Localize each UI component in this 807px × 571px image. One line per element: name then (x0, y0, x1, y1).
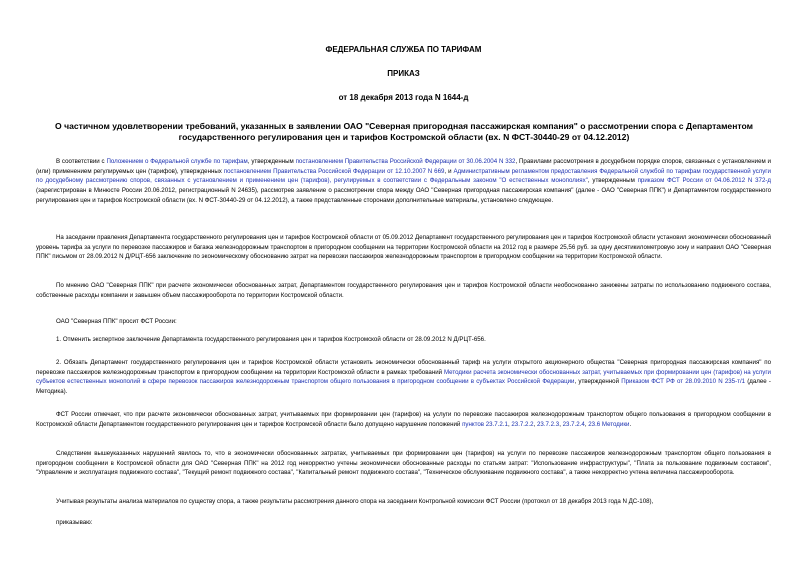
document-link[interactable]: 23.7.2.4 (562, 420, 585, 428)
document-link[interactable]: 23.6 Методики (588, 420, 630, 428)
paragraph-text: , и (444, 167, 454, 175)
paragraph-text: На заседании правления Департамента государственного регулирования цен и тарифов Костромской области от 05.09.2012 Департамент государственного регулирования цен и тарифов Костромской области установил экономически обоснованный уровень тарифа за услуги по перевозке пассажиров и багажа железнодорожным транспортом в пригородном сообщении на территории Костромской области на 2012 год в размере 25,56 руб. за одну десятикилометровую зону и направил ОАО "Северная ППК" письмом от 28.09.2012 N Д/РЦТ-656 заключение по экономическому обоснованию затрат на перевозки пассажиров железнодорожным транспортом в пригородном сообщении на территории Костромской области. (36, 234, 771, 261)
paragraph-text: 2. Обязать Департамент государственного регулирования цен и тарифов Костромской области установить экономически обоснованный тариф на услуги открытого акционерного общества "Северная пригородная пассажирская компания" по перевозке пассажиров железнодорожным транспортом в пригородном сообщении на территории Костромской области в рамках требований (36, 359, 771, 376)
paragraph-request-item-2 (36, 358, 771, 397)
agency-heading: ФЕДЕРАЛЬНАЯ СЛУЖБА ПО ТАРИФАМ (325, 45, 482, 54)
document-link[interactable]: постановлением Правительства Российской Федерации от 30.06.2004 N 332 (295, 158, 516, 165)
paragraph-text: ОАО "Северная ППК" просит ФСТ России: (56, 318, 177, 325)
paragraph-request-intro (36, 317, 771, 327)
paragraph-text: , утвержденным (587, 177, 638, 185)
paragraph-text: приказываю: (56, 519, 93, 526)
document-title: О частичном удовлетворении требований, указанных в заявлении ОАО "Северная пригородная пассажирская компания" о рассмотрении спора с Департаментом государственного регулирования цен и тарифов Костромской области (вх. N ФСТ-30440-29 от 04.12.2012) (55, 121, 753, 142)
paragraph-preamble (36, 157, 771, 206)
paragraph-text: , (507, 420, 512, 428)
paragraph-text: , (559, 420, 563, 428)
paragraph-text: Учитывая результаты анализа материалов по существу спора, а также результаты рассмотрения данного спора на заседании Контрольной комиссии ФСТ России (протокол от 18 декабря 2013 года N ДС-108), (56, 498, 654, 505)
paragraph-request-item-1 (36, 335, 771, 345)
document-date-number: от 18 декабря 2013 года N 1644-д (338, 93, 469, 102)
paragraph-applicant-opinion (36, 281, 771, 300)
paragraph-fst-findings (36, 410, 771, 429)
paragraph-department-decision (36, 233, 771, 262)
document-link[interactable]: Административным регламентом предоставления Федеральной службой по тарифам государственной услуги по досудебному рассмотрению споров, связанных с установлением и применением цен (тарифов), регулируемых в соответствии с Федеральным законом "О естественных монополиях" (36, 167, 771, 185)
paragraph-text: В соответствии с (56, 158, 107, 165)
paragraph-text: (далее - Методика). (36, 378, 771, 396)
paragraph-text: Следствием вышеуказанных нарушений явилось то, что в экономически обоснованных затратах, учитываемых при формировании цен (тарифов) на услуги по перевозке пассажиров железнодорожным транспортом общего пользования в пригородном сообщении в Костромской области для ОАО "Северная ППК" на 2012 год некорректно учтены экономически обоснованные расходы по статьям затрат: "Использование инфраструктуры", "Плата за пользование подвижным составом", "Управление и эксплуатация подвижного состава", "Текущий ремонт подвижного состава", "Капитальный ремонт подвижного состава", "Техническое обслуживание подвижного состава", а также некорректно учтена величина пассажирооборота. (36, 450, 771, 477)
paragraph-text: , (584, 420, 589, 428)
paragraph-text: 1. Отменить экспертное заключение Департамента государственного регулирования цен и тарифов Костромской области от 28.09.2012 N Д/РЦТ-656. (56, 336, 486, 343)
document-link[interactable]: 23.7.2.3 (536, 420, 560, 428)
document-link[interactable]: 23.7.2.2 (511, 420, 534, 428)
paragraph-text: ФСТ России отмечает, что при расчете экономически обоснованных затрат, учитываемых при формировании цен (тарифов) на услуги по перевозке пассажиров железнодорожным транспортом общего пользования в пригородном сообщении в Костромской области Департаментом государственного регулирования цен и тарифов Костромской области было допущено нарушение положений (36, 411, 771, 428)
paragraph-text: (зарегистрирован в Минюсте России 20.06.2012, регистрационный N 24635), рассмотрев заявление о рассмотрении спора между ОАО "Северная пригородная пассажирская компания" (далее - ОАО "Северная ППК") и Департаментом государственного регулирования цен и тарифов Костромской области (вх. N ФСТ-30440-29 от 04.12.2012), а также представленные сторонами дополнительные материалы, установлено следующее. (36, 187, 771, 204)
document-link[interactable]: Методики расчета экономически обоснованных затрат, учитываемых при формировании цен (тарифов) на услуги субъектов естественных монополий в сфере перевозок пассажиров железнодорожным транспортом общего пользования в пригородном сообщении в субъектах Российской Федерации (36, 368, 771, 386)
document-link[interactable]: пунктов 23.7.2.1 (462, 420, 508, 428)
paragraph-order (36, 518, 771, 528)
paragraph-text: По мнению ОАО "Северная ППК" при расчете экономически обоснованных затрат, Департаментом государственного регулирования цен и тарифов Костромской области необоснованно занижены затраты по использованию подвижного состава, собственные расходы компании и завышен объем пассажирооборота по территории Костромской области. (36, 282, 771, 299)
paragraph-considering (36, 497, 771, 507)
paragraph-text: , Правилами рассмотрения в досудебном порядке споров, связанных с установлением и (или) применением регулируемых цен (тарифов), утвержденных (36, 158, 771, 175)
paragraph-text: , (533, 420, 537, 428)
document-link[interactable]: Положением о Федеральной службе по тарифам (106, 158, 248, 165)
paragraph-consequences (36, 449, 771, 478)
document-link[interactable]: Приказом ФСТ РФ от 28.09.2010 N 235-т/1 (621, 378, 746, 386)
paragraph-text: , утвержденным (247, 158, 296, 165)
document-link[interactable]: постановлением Правительства Российской Федерации от 12.10.2007 N 669 (223, 167, 445, 175)
paragraph-text: . (629, 420, 632, 428)
paragraph-text: , утвержденной (574, 378, 622, 386)
document-link[interactable]: приказом ФСТ России от 04.06.2012 N 372-д (637, 177, 772, 185)
document-type-heading: ПРИКАЗ (387, 69, 420, 78)
